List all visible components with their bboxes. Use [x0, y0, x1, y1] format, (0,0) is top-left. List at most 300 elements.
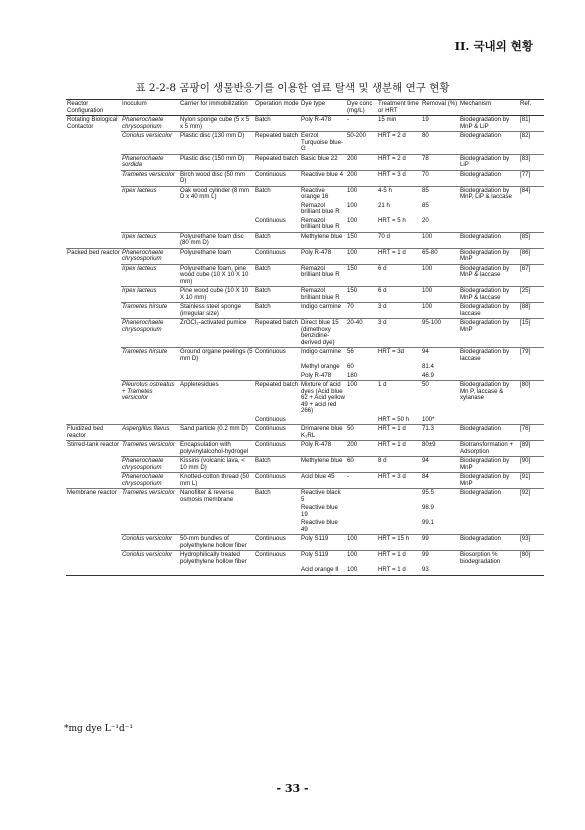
- time-cell: [377, 363, 421, 372]
- carrier-cell: Appleresidues: [179, 381, 254, 416]
- carrier-cell: [179, 504, 254, 519]
- conc-cell: 70: [346, 303, 377, 319]
- col-header: Mechanism: [459, 100, 519, 116]
- dye-cell: [300, 416, 346, 425]
- inoculum-cell: Phanerochaete chrysosporium: [121, 457, 179, 473]
- carrier-cell: [179, 217, 254, 233]
- reactor-cell: Packed bed reactor: [66, 248, 121, 264]
- carrier-cell: [179, 202, 254, 217]
- ref-cell: [76]: [519, 425, 544, 441]
- reactor-cell: [66, 348, 121, 364]
- table-row: [66, 264, 544, 287]
- time-cell: [377, 504, 421, 519]
- conc-cell: 50-200: [346, 132, 377, 155]
- time-cell: HRT = 3 d: [377, 473, 421, 489]
- mode-cell: Batch: [254, 264, 300, 287]
- carrier-cell: [179, 416, 254, 425]
- ref-cell: [93]: [519, 535, 544, 551]
- mechanism-cell: Biodegradation by laccase: [459, 348, 519, 364]
- dye-cell: Reactive blue 49: [301, 519, 338, 533]
- conc-cell: 100: [347, 201, 358, 209]
- inoculum-cell: [121, 566, 179, 575]
- time-cell: HRT = 3 d: [377, 170, 421, 186]
- dye-cell: Basic blue 22: [300, 154, 346, 170]
- removal-cell: 99: [421, 551, 459, 567]
- removal-cell: 94: [421, 348, 459, 364]
- carrier-cell: Hydrophilically treated polyethylene hollow fiber: [179, 551, 254, 567]
- table-row: [66, 441, 544, 457]
- ref-cell: [519, 504, 544, 519]
- reactor-cell: [66, 264, 121, 287]
- col-header: Dye type: [300, 100, 346, 116]
- conc-cell: 100: [347, 216, 358, 224]
- mechanism-cell: Biodegradation by MnP & laccase: [459, 287, 519, 303]
- mode-cell: Repeated batch: [254, 132, 300, 155]
- removal-cell: 70: [421, 170, 459, 186]
- carrier-cell: Sand particle (0.2 mm D): [179, 425, 254, 441]
- reactor-cell: Fluidized bed reactor: [66, 425, 121, 441]
- time-cell: [377, 519, 421, 535]
- conc-cell: -: [346, 116, 377, 132]
- inoculum-cell: Aspergillus flavus: [121, 425, 179, 441]
- mechanism-cell: Biodegradation by MnP: [459, 457, 519, 473]
- removal-cell: 99.1: [422, 519, 434, 526]
- ref-cell: [83]: [519, 154, 544, 170]
- reactor-cell: [66, 287, 121, 303]
- dye-cell: Methylene blue: [300, 232, 346, 248]
- ref-cell: [519, 566, 544, 575]
- mode-cell: Continuous: [254, 348, 300, 364]
- removal-cell: 80: [421, 132, 459, 155]
- mode-cell: [254, 566, 300, 575]
- reactor-cell: Rotating Biological Contactor: [66, 116, 121, 132]
- table-row: [66, 519, 544, 535]
- conc-cell: 20-40: [346, 319, 377, 348]
- dye-cell: Eerzol Turquoise blue-G: [300, 132, 346, 155]
- mode-cell: Continuous: [254, 170, 300, 186]
- mode-cell: Continuous: [255, 216, 286, 224]
- time-cell: HRT = 1 d: [377, 425, 421, 441]
- inoculum-cell: Phanerochaete chrysosporium: [121, 319, 179, 348]
- mechanism-cell: Biodegradation by laccase: [459, 303, 519, 319]
- mechanism-cell: [459, 519, 519, 535]
- conc-cell: 200: [346, 154, 377, 170]
- mechanism-cell: Biodegradation: [459, 535, 519, 551]
- ref-cell: [519, 372, 544, 381]
- mechanism-cell: Biodegradation: [459, 232, 519, 248]
- removal-cell: 85: [422, 201, 429, 209]
- carrier-cell: Kissiris (volcanic lava, < 10 mm D): [179, 457, 254, 473]
- mode-cell: Batch: [254, 489, 300, 505]
- table-row: [66, 202, 544, 217]
- mechanism-cell: Biotransformation + Adsorption: [459, 441, 519, 457]
- carrier-cell: Pine wood cube (10 X 10 X 10 mm): [179, 287, 254, 303]
- mode-cell: [254, 363, 300, 372]
- table-row: [66, 116, 544, 132]
- removal-cell: 98.9: [422, 504, 434, 511]
- conc-cell: 200: [346, 441, 377, 457]
- carrier-cell: Oak wood cylinder (8 mm D x 40 mm L): [179, 186, 254, 202]
- time-cell: 6 d: [377, 264, 421, 287]
- mode-cell: Repeated batch: [254, 319, 300, 348]
- dye-cell: Indigo carmine: [300, 348, 346, 364]
- table-row: [66, 154, 544, 170]
- inoculum-cell: [121, 372, 179, 381]
- footnote: *mg dye L⁻¹d⁻¹: [64, 724, 134, 734]
- conc-cell: 60: [346, 457, 377, 473]
- inoculum-cell: Coriolus versicolor: [121, 535, 179, 551]
- mode-cell: Batch: [254, 303, 300, 319]
- ref-cell: [86]: [519, 248, 544, 264]
- mode-cell: [254, 504, 300, 519]
- conc-cell: 100: [346, 535, 377, 551]
- mechanism-cell: Biodegradation by LiP: [459, 154, 519, 170]
- inoculum-cell: [121, 217, 179, 233]
- inoculum-cell: Phanerochaete chrysosporium: [121, 248, 179, 264]
- table-row: [66, 363, 544, 372]
- removal-cell: 100: [421, 264, 459, 287]
- dye-cell: Poly R-478: [300, 116, 346, 132]
- removal-cell: 50: [421, 381, 459, 416]
- table-row: [66, 319, 544, 348]
- mechanism-cell: [459, 372, 519, 381]
- table-row: [66, 303, 544, 319]
- col-header: Inoculum: [121, 100, 179, 116]
- reactor-cell: [66, 551, 121, 567]
- removal-cell: 78: [421, 154, 459, 170]
- inoculum-cell: Phanerochaete chrysosporium: [121, 473, 179, 489]
- ref-cell: [519, 363, 544, 372]
- mode-cell: Continuous: [254, 425, 300, 441]
- inoculum-cell: [121, 363, 179, 372]
- removal-cell: 81.4: [422, 363, 434, 370]
- chapter-header: II. 국내외 현황: [454, 39, 533, 53]
- conc-cell: [346, 489, 377, 505]
- removal-cell: 100: [421, 303, 459, 319]
- mechanism-cell: Biodegradation: [459, 489, 519, 505]
- mechanism-cell: Biodegradation by MnP & laccase: [459, 264, 519, 287]
- inoculum-cell: Irpex lacteus: [121, 264, 179, 287]
- removal-cell: 84: [421, 473, 459, 489]
- dye-cell: Methylene blue: [300, 457, 346, 473]
- ref-cell: [92]: [519, 489, 544, 505]
- time-cell: 3 d: [377, 303, 421, 319]
- table-row: [66, 489, 544, 505]
- page-number: - 33 -: [276, 782, 309, 795]
- col-header: Operation mode: [254, 100, 300, 116]
- dye-cell: Reactive blue 19: [301, 504, 338, 518]
- mechanism-cell: Biodegradation: [459, 170, 519, 186]
- carrier-cell: Plastic disc (130 mm D): [179, 132, 254, 155]
- reactor-cell: [66, 519, 121, 535]
- mechanism-cell: [459, 217, 519, 233]
- reactor-cell: [66, 202, 121, 217]
- table-row: [66, 504, 544, 519]
- mode-cell: Continuous: [254, 551, 300, 567]
- col-header: Carrier for immobilization: [179, 100, 254, 116]
- time-cell: HRT = 3d: [377, 348, 421, 364]
- mode-cell: Continuous: [254, 473, 300, 489]
- mode-cell: Repeated batch: [254, 154, 300, 170]
- removal-cell: 65-80: [421, 248, 459, 264]
- carrier-cell: Plastic disc (150 mm D): [179, 154, 254, 170]
- conc-cell: 100: [346, 381, 377, 416]
- inoculum-cell: [121, 519, 179, 535]
- dye-cell: Methyl orange: [301, 363, 340, 370]
- mechanism-cell: Biodegradation by MnP, LiP & laccase: [459, 186, 519, 202]
- inoculum-cell: Irpex lacteus: [121, 287, 179, 303]
- col-header: Dye conc (mg/L): [346, 100, 377, 116]
- conc-cell: 56: [346, 348, 377, 364]
- mode-cell: Repeated batch: [254, 381, 300, 416]
- carrier-cell: Polyurethane foam, pine wood cube (10 X 10 X 10 mm): [179, 264, 254, 287]
- table-title: 표 2-2-8 곰팡이 생물반응기를 이용한 염료 탈색 및 생분해 연구 현황: [135, 82, 450, 94]
- reactor-cell: [66, 217, 121, 233]
- inoculum-cell: Trametes versicolor: [121, 441, 179, 457]
- mode-cell: Continuous: [254, 535, 300, 551]
- inoculum-cell: Trametes versicolor: [121, 170, 179, 186]
- ref-cell: [15]: [519, 319, 544, 348]
- reactor-cell: [66, 381, 121, 416]
- mechanism-cell: [459, 504, 519, 519]
- reactor-cell: [66, 363, 121, 372]
- time-cell: 21 h: [378, 201, 390, 209]
- conc-cell: 50: [346, 425, 377, 441]
- mode-cell: Batch: [254, 186, 300, 202]
- inoculum-cell: Trametes versicolor: [121, 489, 179, 505]
- dye-cell: Poly R-478: [300, 441, 346, 457]
- ref-cell: [519, 217, 544, 233]
- table-row: [66, 186, 544, 202]
- table-row: [66, 566, 544, 575]
- removal-cell: 99: [421, 535, 459, 551]
- dye-cell: Mixture of acid dyes (Acid blue 62 + Acid yellow 49 + acid red 266): [301, 381, 345, 414]
- time-cell: [377, 489, 421, 505]
- time-cell: 8 d: [377, 457, 421, 473]
- conc-cell: -: [346, 473, 377, 489]
- removal-cell: 80±9: [421, 441, 459, 457]
- conc-cell: 150: [346, 232, 377, 248]
- removal-cell: 94: [421, 457, 459, 473]
- removal-cell: 100: [421, 287, 459, 303]
- table-row: [66, 457, 544, 473]
- time-cell: 3 d: [377, 319, 421, 348]
- table-row: [66, 217, 544, 233]
- inoculum-cell: [121, 416, 179, 425]
- reactor-cell: [66, 170, 121, 186]
- reactor-cell: [66, 504, 121, 519]
- time-cell: HRT = 1 d: [377, 248, 421, 264]
- mechanism-cell: [459, 363, 519, 372]
- mechanism-cell: [459, 566, 519, 575]
- inoculum-cell: Phanerochaete sordida: [121, 154, 179, 170]
- ref-cell: [89]: [519, 441, 544, 457]
- reactor-cell: [66, 132, 121, 155]
- time-cell: 1 d: [377, 381, 421, 416]
- carrier-cell: [179, 566, 254, 575]
- time-cell: [377, 372, 421, 381]
- removal-cell: 95-100: [421, 319, 459, 348]
- reactor-cell: [66, 566, 121, 575]
- ref-cell: [88]: [519, 303, 544, 319]
- inoculum-cell: Phanerochaete chrysosporium: [121, 116, 179, 132]
- time-cell: HRT = 15 h: [377, 535, 421, 551]
- dye-cell: Acid blue 45: [300, 473, 346, 489]
- mechanism-cell: Biosorption % biodegradation: [459, 551, 519, 567]
- inoculum-cell: Irpex lacteus: [121, 186, 179, 202]
- conc-cell: 60: [347, 363, 354, 370]
- mode-cell: [254, 372, 300, 381]
- mechanism-cell: Biodegradation by MnP: [459, 473, 519, 489]
- ref-cell: [90]: [519, 457, 544, 473]
- reactor-cell: [66, 319, 121, 348]
- dye-cell: Reactive orange 16: [300, 186, 346, 202]
- table-row: [66, 348, 544, 364]
- table-header-row: [66, 100, 544, 116]
- removal-cell: 93: [421, 566, 459, 575]
- dye-cell: Drimarene blue K₂RL: [300, 425, 346, 441]
- mechanism-cell: Biodegradation: [459, 132, 519, 155]
- carrier-cell: [179, 519, 254, 535]
- mode-cell: [254, 202, 300, 217]
- table-row: [66, 425, 544, 441]
- inoculum-cell: Irpex lacteus: [121, 232, 179, 248]
- dye-cell: Poly R-478: [300, 248, 346, 264]
- removal-cell: 95.5: [421, 489, 459, 505]
- ref-cell: [84]: [519, 186, 544, 202]
- dye-cell: Acid orange II: [300, 566, 346, 575]
- dye-cell: Remazol brilliant blue R: [300, 264, 346, 287]
- carrier-cell: [179, 363, 254, 372]
- col-header: Treatment time or HRT: [377, 100, 421, 116]
- mode-cell: Batch: [254, 116, 300, 132]
- inoculum-cell: Pleurotus ostreatus + Trametes versicolor: [121, 381, 179, 416]
- removal-cell: 100: [421, 232, 459, 248]
- conc-cell: 150: [346, 287, 377, 303]
- reactor-cell: Membrane reactor: [66, 489, 121, 505]
- ref-cell: [80]: [519, 551, 544, 567]
- ref-cell: [82]: [519, 132, 544, 155]
- mechanism-cell: Biodegradation by Mn P, laccase & xylanase: [459, 381, 519, 416]
- col-header: Removal (%): [421, 100, 459, 116]
- reactor-cell: [66, 186, 121, 202]
- conc-cell: 180: [347, 371, 358, 379]
- removal-cell: 100*: [422, 415, 435, 423]
- dye-cell: Indigo carmine: [300, 303, 346, 319]
- reactor-cell: [66, 416, 121, 425]
- data-table: [66, 99, 544, 576]
- inoculum-cell: [121, 202, 179, 217]
- time-cell: HRT = 1 d: [377, 441, 421, 457]
- conc-cell: 100: [346, 551, 377, 567]
- removal-cell: 19: [421, 116, 459, 132]
- reactor-cell: [66, 473, 121, 489]
- reactor-cell: [66, 535, 121, 551]
- conc-cell: [346, 416, 377, 425]
- dye-cell: Reactive black 5: [300, 489, 346, 505]
- inoculum-cell: Coriolus versicolor: [121, 551, 179, 567]
- ref-cell: [81]: [519, 116, 544, 132]
- inoculum-cell: [121, 504, 179, 519]
- carrier-cell: Ground organe peelings (5 mm D): [180, 348, 253, 362]
- conc-cell: [346, 519, 377, 535]
- time-cell: 70 d: [377, 232, 421, 248]
- table-row: [66, 381, 544, 416]
- time-cell: 4-5 h: [377, 186, 421, 202]
- ref-cell: [519, 519, 544, 535]
- time-cell: HRT = 5 h: [378, 216, 406, 224]
- conc-cell: 100: [346, 186, 377, 202]
- conc-cell: [346, 504, 377, 519]
- mode-cell: Batch: [254, 457, 300, 473]
- table-row: [66, 132, 544, 155]
- time-cell: HRT = 50 h: [378, 415, 410, 423]
- time-cell: HRT = 2 d: [377, 154, 421, 170]
- removal-cell: 85: [421, 186, 459, 202]
- carrier-cell: 50-mm bundles of polyethylene hollow fiber: [179, 535, 254, 551]
- table-row: [66, 232, 544, 248]
- mechanism-cell: Biodegradation: [459, 425, 519, 441]
- ref-cell: [77]: [519, 170, 544, 186]
- time-cell: HRT = 1 d: [377, 566, 421, 575]
- reactor-cell: [66, 303, 121, 319]
- carrier-cell: Polyurethane foam disc (80 mm D): [179, 232, 254, 248]
- time-cell: 6 d: [377, 287, 421, 303]
- dye-cell: Remazol brilliant blue R: [301, 216, 340, 230]
- dye-cell: Reactive blue 4: [300, 170, 346, 186]
- reactor-cell: [66, 232, 121, 248]
- reactor-cell: [66, 154, 121, 170]
- removal-cell: 71.3: [421, 425, 459, 441]
- mechanism-cell: [459, 202, 519, 217]
- carrier-cell: Nylon sponge cube (5 x 5 x 5 mm): [179, 116, 254, 132]
- carrier-cell: Nanofilter & reverse osmosis membrane: [179, 489, 254, 505]
- inoculum-cell: Trametes hirsute: [121, 303, 179, 319]
- conc-cell: 100: [346, 248, 377, 264]
- table-row: [66, 248, 544, 264]
- mode-cell: Batch: [254, 232, 300, 248]
- ref-cell: [519, 202, 544, 217]
- reactor-cell: [66, 457, 121, 473]
- ref-cell: [79]: [519, 348, 544, 364]
- mode-cell: Continuous: [255, 415, 286, 423]
- col-header: Reactor Configuration: [66, 100, 121, 116]
- table-row: [66, 535, 544, 551]
- reactor-cell: [66, 372, 121, 381]
- col-header: Ref.: [519, 100, 544, 116]
- conc-cell: 100: [346, 566, 377, 575]
- conc-cell: 150: [346, 264, 377, 287]
- carrier-cell: Polyurethane foam: [179, 248, 254, 264]
- ref-cell: [80]: [519, 381, 544, 416]
- time-cell: HRT = 2 d: [377, 132, 421, 155]
- carrier-cell: Knotted-cotton thread (50 mm L): [179, 473, 254, 489]
- table-row: [66, 551, 544, 567]
- carrier-cell: Encapsulation with polyvinylalcohol-hydrogel: [179, 441, 254, 457]
- table-row: [66, 473, 544, 489]
- inoculum-cell: Coriolus versicolor: [121, 132, 179, 155]
- mechanism-cell: Biodegradation by MnP & LiP: [459, 116, 519, 132]
- dye-cell: Poly S119: [300, 551, 346, 567]
- mechanism-cell: [459, 416, 519, 425]
- reactor-cell: Stirred-tank reactor: [66, 441, 121, 457]
- dye-cell: Poly S119: [300, 535, 346, 551]
- mode-cell: [254, 519, 300, 535]
- ref-cell: [87]: [519, 264, 544, 287]
- ref-cell: [91]: [519, 473, 544, 489]
- table-row: [66, 416, 544, 425]
- dye-cell: Direct blue 15 (dimethoxy benzidine-derived dye): [300, 319, 346, 348]
